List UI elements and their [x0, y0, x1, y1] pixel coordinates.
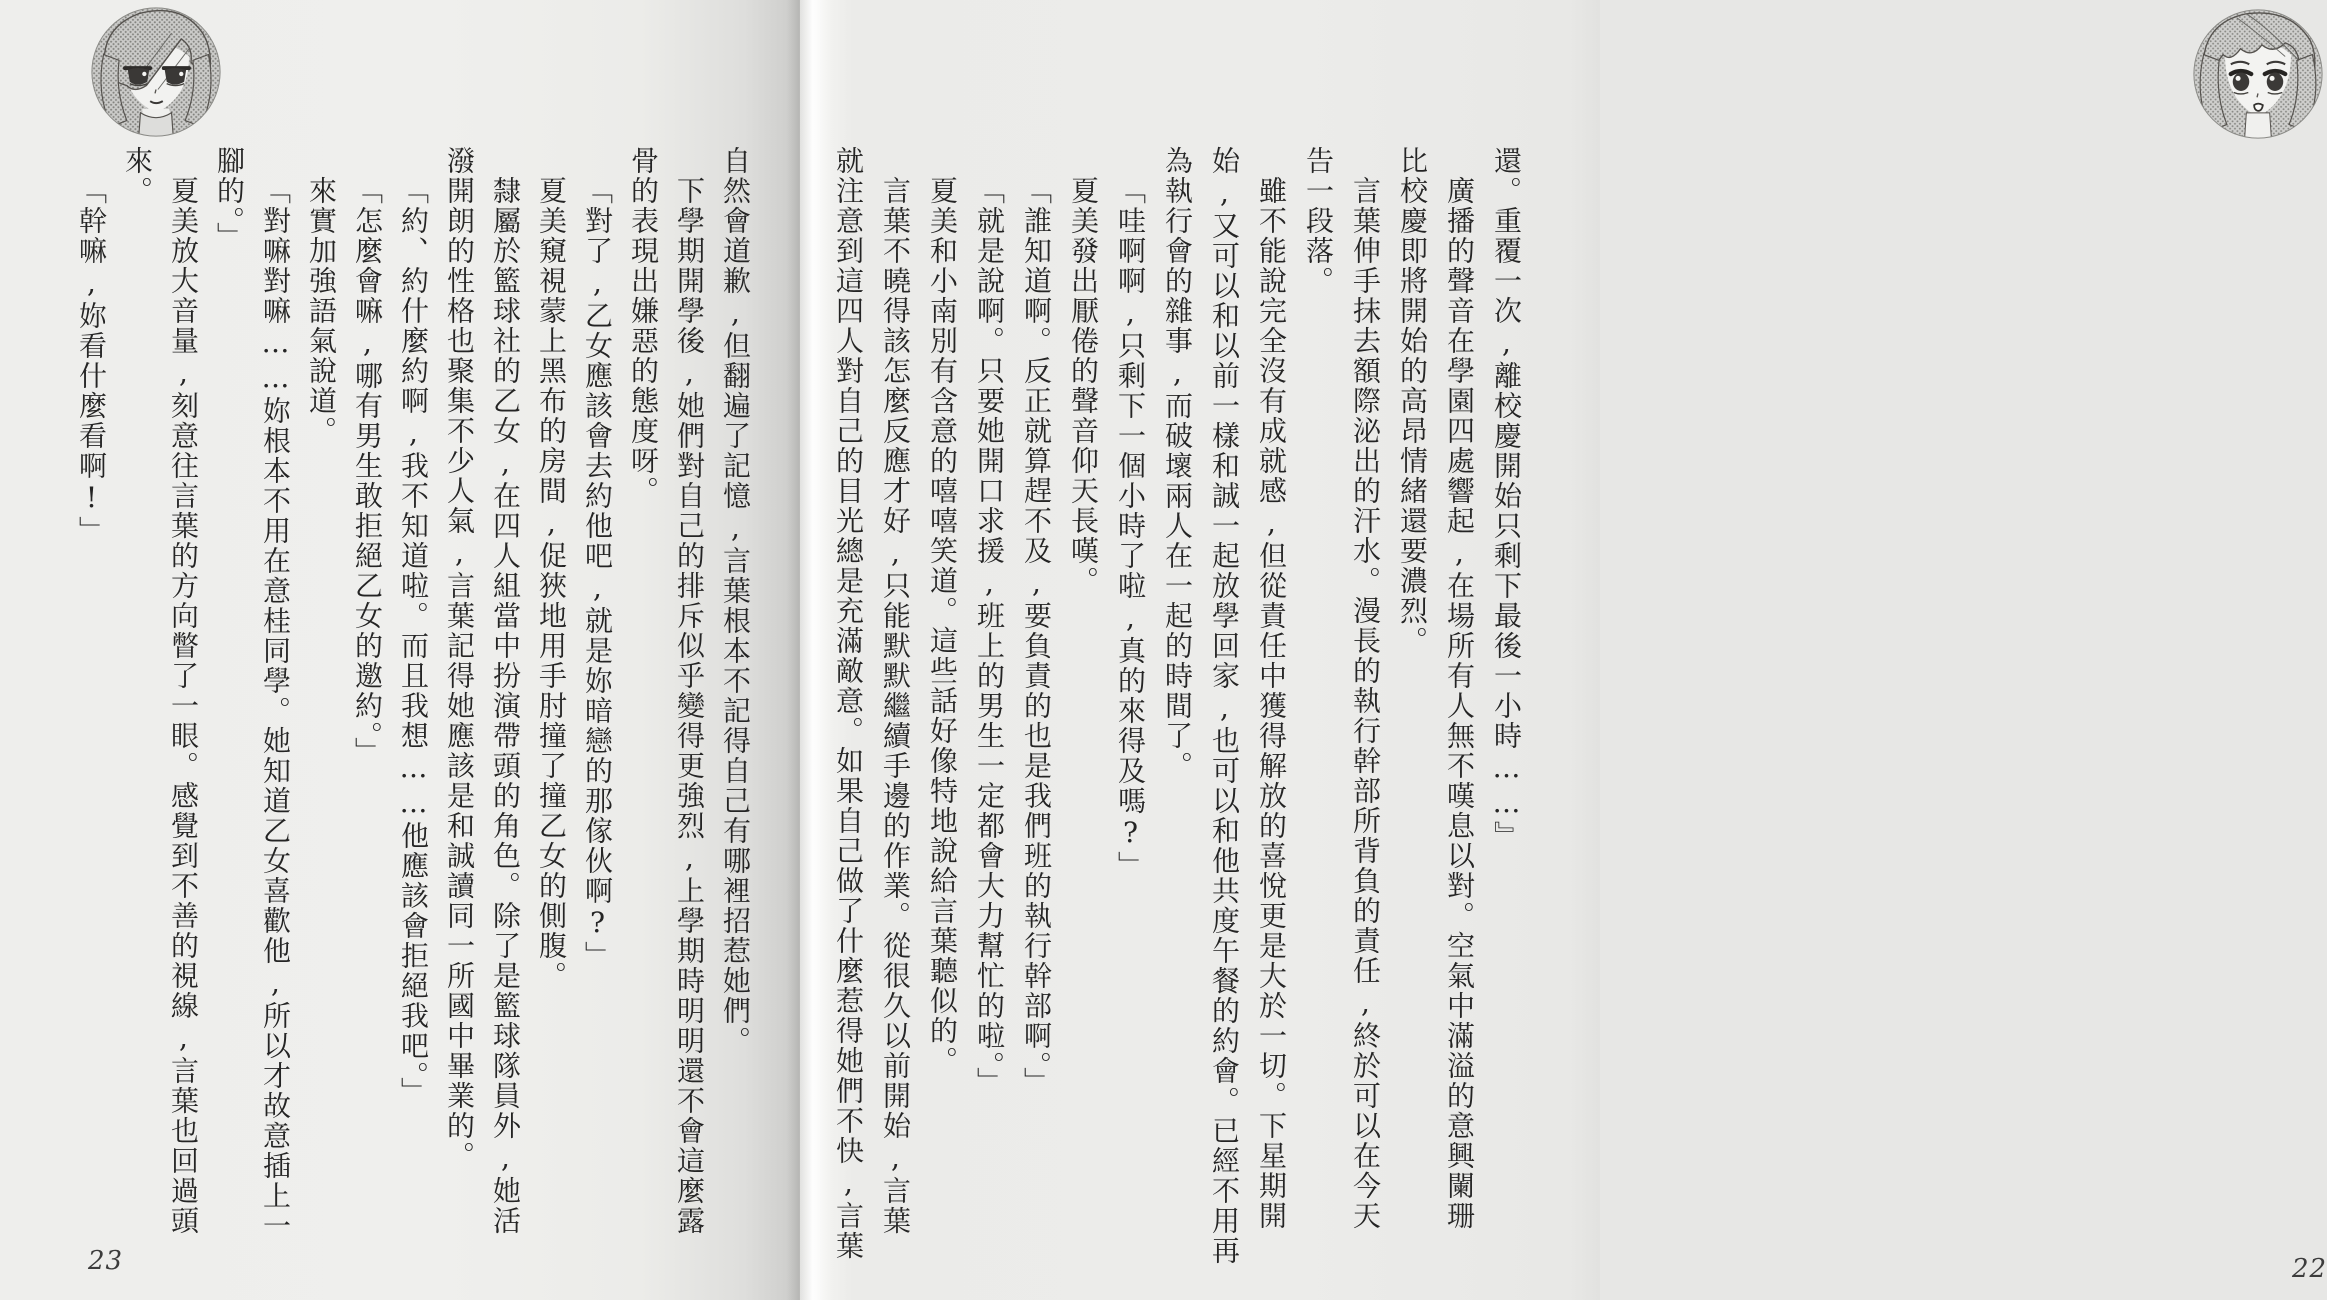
manga-girl-worried-face-icon [2190, 6, 2326, 142]
left-page-number: 23 [88, 1246, 124, 1276]
text-column-line: 始,又可以和以前一樣和誠一起放學回家,也可以和他共度午餐的約會。已經不用再 [1208, 146, 1241, 1266]
text-column-line: 夏美放大音量,刻意往言葉的方向瞥了一眼。感覺到不善的視線,言葉也回過頭 [167, 176, 200, 1236]
text-column-line: 言葉伸手抹去額際泌出的汗水。漫長的執行幹部所背負的責任,終於可以在今天 [1349, 176, 1382, 1231]
left-page [0, 0, 800, 1300]
text-column-line: 「約、約什麼約啊,我不知道啦。而且我想……他應該會拒絕我吧。」 [397, 176, 430, 1107]
text-column-line: 「對嘛對嘛……妳根本不用在意桂同學。她知道乙女喜歡他,所以才故意插上一 [259, 176, 292, 1241]
text-column-line: 骨的表現出嫌惡的態度呀。 [627, 146, 660, 506]
text-column-line: 「幹嘛,妳看什麼看啊!」 [75, 176, 108, 546]
text-column-line: 雖不能說完全沒有成就感,但從責任中獲得解放的喜悅更是大於一切。下星期開 [1255, 176, 1288, 1231]
text-column-line: 為執行會的雜事,而破壞兩人在一起的時間了。 [1161, 146, 1194, 781]
text-column-line: 夏美發出厭倦的聲音仰天長嘆。 [1067, 176, 1100, 596]
text-column-line: 比校慶即將開始的高昂情緒還要濃烈。 [1396, 146, 1429, 656]
left-page-text [66, 146, 758, 1266]
right-page-number: 22 [2292, 1254, 2327, 1284]
manga-girl-smirking-face-icon [88, 4, 224, 140]
text-column-line: 潑開朗的性格也聚集不少人氣,言葉記得她應該是和誠讀同一所國中畢業的。 [443, 146, 476, 1171]
right-page-text [824, 146, 1530, 1266]
text-column-line: 「誰知道啊。反正就算趕不及,要負責的也是我們班的執行幹部啊。」 [1020, 176, 1053, 1097]
right-page [800, 0, 2327, 1300]
text-column-line: 「怎麼會嘛,哪有男生敢拒絕乙女的邀約。」 [351, 176, 384, 767]
text-column-line: 隸屬於籃球社的乙女,在四人組當中扮演帶頭的角色。除了是籃球隊員外,她活 [489, 176, 522, 1236]
text-column-line: 來。 [121, 146, 154, 206]
text-column-line: 腳的。」 [213, 146, 246, 252]
text-column-line: 「對了,乙女應該會去約他吧,就是妳暗戀的那傢伙啊?」 [581, 176, 614, 971]
text-column-line: 下學期開學後,她們對自己的排斥似乎變得更強烈,上學期時明明還不會這麼露 [673, 176, 706, 1236]
text-column-line: 廣播的聲音在學園四處響起,在場所有人無不嘆息以對。空氣中滿溢的意興闌珊 [1443, 176, 1476, 1231]
text-column-line: 「就是說啊。只要她開口求援,班上的男生一定都會大力幫忙的啦。」 [973, 176, 1006, 1097]
text-column-line: 夏美和小南別有含意的嘻嘻笑道。這些話好像特地說給言葉聽似的。 [926, 176, 959, 1076]
text-column-line: 言葉不曉得該怎麼反應才好,只能默默繼續手邊的作業。從很久以前開始,言葉 [879, 176, 912, 1236]
text-column-line: 還。重覆一次,離校慶開始只剩下最後一小時……』 [1490, 146, 1523, 851]
text-column-line: 夏美窺視蒙上黑布的房間,促狹地用手肘撞了撞乙女的側腹。 [535, 176, 568, 991]
text-column-line: 告一段落。 [1302, 146, 1335, 296]
text-column-line: 「哇啊啊,只剩下一個小時了啦,真的來得及嗎?」 [1114, 176, 1147, 881]
text-column-line: 就注意到這四人對自己的目光總是充滿敵意。如果自己做了什麼惹得她們不快,言葉 [832, 146, 865, 1261]
text-column-line: 自然會道歉,但翻遍了記憶,言葉根本不記得自己有哪裡招惹她們。 [719, 146, 752, 1056]
text-column-line: 來實加強語氣說道。 [305, 176, 338, 446]
